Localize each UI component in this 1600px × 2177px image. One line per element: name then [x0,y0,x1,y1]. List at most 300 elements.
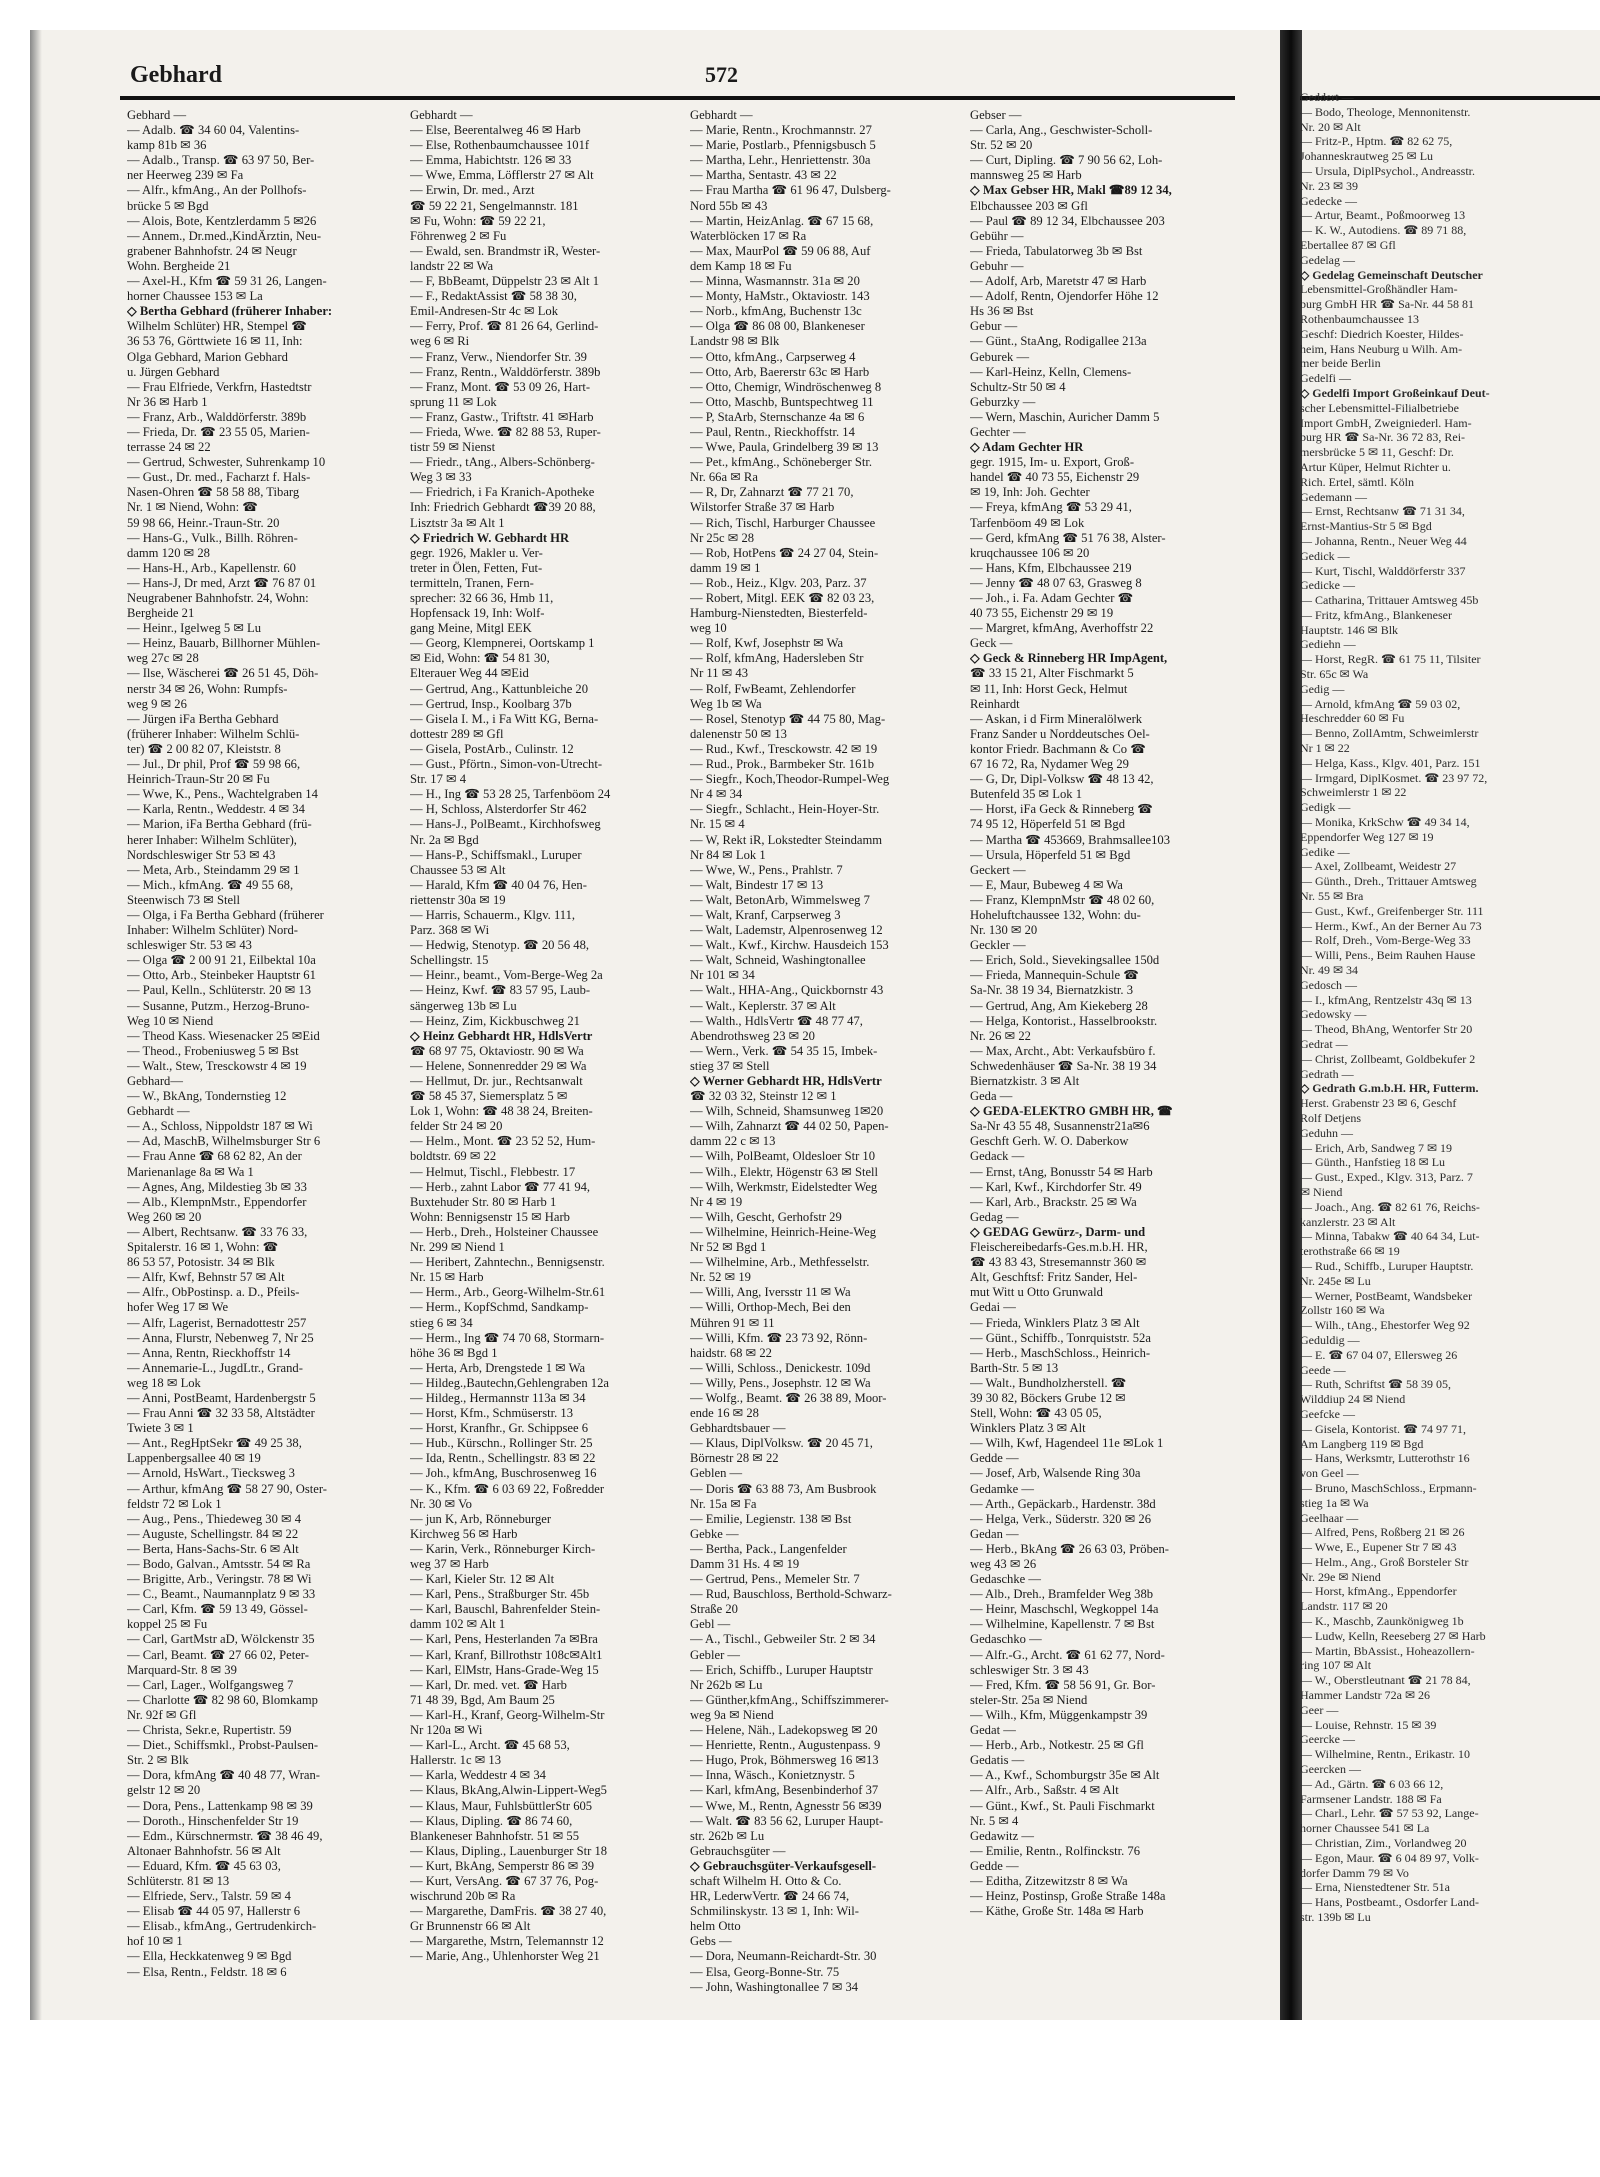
directory-entry-line: — Herb., zahnt Labor ☎ 77 41 94, [410,1179,591,1194]
directory-entry-line: — Hellmut, Dr. jur., Rechtsanwalt [410,1074,583,1088]
directory-entry-line: — Erich, Arb, Sandweg 7 ✉ 19 [1300,1140,1453,1155]
directory-entry-line: — Gust., Dr. med., Facharzt f. Hals- [127,470,311,485]
directory-entry-line: — Minna, Tabakw ☎ 40 64 34, Lut- [1300,1229,1480,1244]
directory-entry-line: Hoheluftchaussee 132, Wohn: du- [970,907,1141,922]
directory-entry-line: — Walt., Bundholzherstell. ☎ [970,1375,1127,1390]
directory-entry-line: — Adolf, Arb, Maretstr 47 ✉ Harb [970,274,1147,289]
directory-entry-line: boldtstr. 69 ✉ 22 [410,1149,497,1164]
surname-heading: Gedecke — [1300,193,1357,208]
directory-entry-line: — E. ☎ 67 04 07, Ellersweg 26 [1300,1347,1458,1362]
surname-heading: Gedowsky — [1300,1007,1367,1022]
directory-entry-line: — Carl, Kfm. ☎ 59 13 49, Gössel- [127,1602,308,1617]
directory-entry-line: — Harald, Kfm ☎ 40 04 76, Hen- [410,877,587,892]
directory-entry-line: — Herb., BkAng ☎ 26 63 03, Pröben- [970,1541,1169,1556]
directory-entry-line: — Elsa, Rentn., Feldstr. 18 ✉ 6 [127,1964,287,1979]
directory-entry-line: ☎ 32 03 32, Steinstr 12 ✉ 1 [690,1089,837,1104]
directory-entry-line: stieg 1a ✉ Wa [1300,1495,1369,1510]
directory-entry-line: Alt, Geschftsf: Fritz Sander, Hel- [970,1270,1138,1285]
directory-entry-line: — Annemarie-L., JugdLtr., Grand- [127,1360,303,1375]
directory-entry-line: — R, Dr, Zahnarzt ☎ 77 21 70, [690,485,854,500]
directory-entry-line: Landstr 98 ✉ Blk [690,334,780,349]
directory-entry-line: terrasse 24 ✉ 22 [127,440,211,455]
surname-heading: Geckler — [970,938,1026,953]
directory-entry-line: dalenenstr 50 ✉ 13 [690,726,787,741]
directory-entry-line: Marienanlage 8a ✉ Wa 1 [127,1164,254,1179]
directory-entry-line: Stell, Wohn: ☎ 43 05 05, [970,1406,1102,1421]
surname-heading: Gedack — [970,1149,1025,1164]
directory-entry-line: — A., Tischl., Gebweiler Str. 2 ✉ 34 [690,1632,876,1647]
directory-entry-line: Ebertallee 87 ✉ Gfl [1300,237,1396,252]
directory-entry-line: mer beide Berlin [1300,356,1381,371]
directory-entry-line: — Erich, Sold., Sievekingsallee 150d [970,953,1160,968]
directory-entry-line: kanzlerstr. 23 ✉ Alt [1300,1214,1396,1229]
directory-entry-line: — Adolf, Rentn, Ojendorfer Höhe 12 [970,289,1159,304]
directory-entry-line: — Wilhelmine, Kapellenstr. 7 ✉ Bst [970,1617,1155,1632]
directory-entry-line: — Walt, Bindestr 17 ✉ 13 [690,877,824,892]
directory-entry-line: — P, StaArb, Sternschanze 4a ✉ 6 [690,409,865,424]
directory-entry-line: Föhrenweg 2 ✉ Fu [410,228,507,243]
directory-entry-line: — Aug., Pens., Thiedeweg 30 ✉ 4 [127,1511,302,1526]
directory-entry-line: — Arnold, HsWart., Tiecksweg 3 [127,1466,295,1481]
directory-entry-line: — Christa, Sekr.e, Rupertistr. 59 [127,1723,292,1738]
directory-entry-line: Straße 20 [690,1602,738,1617]
directory-entry-line: — Askan, i d Firm Mineralölwerk [970,711,1143,726]
directory-entry-line: — Karl-H., Kranf, Georg-Wilhelm-Str [410,1707,605,1722]
directory-entry-line: — John, Washingtonallee 7 ✉ 34 [690,1979,859,1994]
directory-entry-line: damm 22 c ✉ 13 [690,1134,776,1149]
book-gutter [1280,30,1302,2020]
directory-entry-line: Johanneskrautweg 25 ✉ Lu [1300,149,1434,164]
directory-entry-line: 39 30 82, Böckers Grube 12 ✉ [970,1390,1126,1405]
directory-entry-line: ◇ Gedrath G.m.b.H. HR, Futterm. [1300,1081,1479,1096]
directory-entry-line: Lok 1, Wohn: ☎ 48 38 24, Breiten- [410,1104,593,1119]
directory-entry-line: — Wilh, Werkmstr, Eidelstedter Weg [690,1179,878,1194]
directory-entry-line: — Kurt, VersAng. ☎ 67 37 76, Pog- [410,1873,599,1888]
directory-entry-line: — Ad., Gärtn. ☎ 6 03 66 12, [1300,1776,1444,1791]
directory-entry-line: Lisztstr 3a ✉ Alt 1 [410,515,505,530]
directory-entry-line: — Christian, Zim., Vorlandweg 20 [1300,1836,1467,1851]
surname-heading: Gedicke — [1300,578,1355,593]
directory-entry-line: — Rolf, FwBeamt, Zehlendorfer [690,681,856,696]
directory-entry-line: Nr 4 ✉ 19 [690,1194,743,1209]
directory-entry-line: — Heinz, Kwf. ☎ 83 57 95, Laub- [410,983,591,998]
directory-entry-line: herer Inhaber: Wilhelm Schlüter), [127,832,297,847]
directory-entry-line: Nr. 15a ✉ Fa [690,1496,757,1511]
directory-entry-line: — Hans-G., Vulk., Billh. Röhren- [127,530,298,545]
directory-entry-line: mersbrücke 5 ✉ 11, Geschf: Dr. [1300,445,1454,460]
surname-heading: Gedike — [1300,844,1350,859]
directory-entry-line: — Kurt, Tischl, Walddörferstr 337 [1300,563,1466,578]
directory-entry-line: — Meta, Arb., Steindamm 29 ✉ 1 [127,862,300,877]
directory-entry-line: — Klaus, Maur, FuhlsbüttlerStr 605 [410,1798,593,1813]
surname-heading: Gediehn — [1300,637,1356,652]
directory-entry-line: Nr. 26 ✉ 22 [970,1028,1031,1043]
directory-entry-line: — Herm., Arb., Georg-Wilhelm-Str.61 [410,1285,606,1300]
directory-entry-line: kontor Friedr. Bachmann & Co ☎ [970,741,1146,756]
directory-entry-line: Inhaber: Wilhelm Schlüter) Nord- [127,923,298,938]
directory-entry-line: — Wilhelmine, Heinrich-Heine-Weg [690,1224,877,1239]
directory-entry-line: Twiete 3 ✉ 1 [127,1421,194,1436]
directory-entry-line: — Hans-J, Dr med, Arzt ☎ 76 87 01 [127,575,317,590]
directory-entry-line: Bergheide 21 [127,606,195,621]
directory-entry-line: Weg 1b ✉ Wa [690,696,762,711]
page-edge-shadow [30,30,42,2020]
directory-entry-line: gegr. 1926, Makler u. Ver- [410,545,543,560]
surname-heading: Gebler — [690,1647,741,1662]
directory-entry-line: — Herm., Kwf., An der Berner Au 73 [1300,918,1482,933]
directory-entry-line: weg 9 ✉ 26 [127,696,187,711]
directory-entry-line: Nr 36 ✉ Harb 1 [127,394,208,409]
directory-entry-line: schaft Wilhelm H. Otto & Co. [690,1873,842,1888]
directory-entry-line: — Curt, Dipling. ☎ 7 90 56 62, Loh- [970,153,1163,168]
directory-entry-line: ☎ 33 15 21, Alter Fischmarkt 5 [970,666,1134,681]
directory-entry-line: handel ☎ 40 73 55, Eichenstr 29 [970,470,1140,485]
directory-entry-line: — Margret, kfmAng, Averhoffstr 22 [970,621,1154,636]
directory-entry-line: — Ella, Heckkatenweg 9 ✉ Bgd [127,1949,292,1964]
directory-entry-line: — Willi, Pens., Beim Rauhen Hause [1300,948,1476,963]
directory-entry-line: ✉ 19, Inh: Joh. Gechter [970,485,1090,500]
surname-heading: Gebl — [690,1617,731,1632]
directory-entry-line: — Norb., kfmAng, Buchenstr 13c [690,304,862,319]
directory-entry-line: — Horst, Kfm., Schmüserstr. 13 [410,1406,574,1421]
directory-entry-line: — Marie, Ang., Uhlenhorster Weg 21 [410,1949,600,1964]
directory-entry-line: — Margarethe, Mstrn, Telemannstr 12 [410,1934,604,1949]
directory-entry-line: — Joh., i. Fa. Adam Gechter ☎ [970,591,1134,605]
directory-entry-line: Parz. 368 ✉ Wi [410,923,490,938]
surname-heading: Gedemann — [1300,489,1367,504]
directory-entry-line: — Heinz, Postinsp, Große Straße 148a [970,1889,1166,1904]
directory-entry-line: — Ida, Rentn., Schellingstr. 83 ✉ 22 [410,1451,596,1466]
directory-entry-line: — Karl, Pens, Hesterlanden 7a ✉Bra [410,1632,598,1647]
directory-column-2 [410,108,685,1965]
directory-entry-line: — Karl, Kieler Str. 12 ✉ Alt [410,1572,555,1587]
directory-entry-line: — Arnold, kfmAng ☎ 59 03 02, [1300,696,1461,711]
directory-entry-line: — Martin, BbAssist., Hoheazollern- [1300,1643,1475,1658]
directory-entry-line: — Helm., Mont. ☎ 23 52 52, Hum- [410,1134,596,1149]
directory-entry-line: mannsweg 25 ✉ Harb [970,168,1082,183]
directory-entry-line: Wohn: Bennigsenstr 15 ✉ Harb [410,1209,570,1224]
directory-entry-line: — Marion, iFa Bertha Gebhard (frü- [127,817,312,832]
directory-entry-line: — Auguste, Schellingstr. 84 ✉ 22 [127,1526,299,1541]
directory-entry-line: — Ant., RegHptSekr ☎ 49 25 38, [127,1436,302,1451]
directory-entry-line: — Edm., Kürschnermstr. ☎ 38 46 49, [127,1828,323,1843]
directory-entry-line: — Rolf, kfmAng, Hadersleben Str [690,651,864,666]
directory-entry-line: sprecher: 32 66 36, Hmb 11, [410,591,554,605]
directory-entry-line: feldstr 72 ✉ Lok 1 [127,1496,222,1511]
surname-heading: Gebhardt — [410,108,473,122]
directory-entry-line: — Louise, Rehnstr. 15 ✉ 39 [1300,1717,1437,1732]
directory-entry-line: Str. 2 ✉ Blk [127,1753,189,1768]
directory-entry-line: sprung 11 ✉ Lok [410,394,497,409]
directory-entry-line: — Klaus, DiplVolksw. ☎ 20 45 71, [690,1436,873,1451]
directory-entry-line: scher Lebensmittel-Filialbetriebe [1300,400,1459,415]
directory-entry-line: — Margarethe, DamFris. ☎ 38 27 40, [410,1904,607,1919]
directory-entry-line: — Alfr.-G., Archt. ☎ 61 62 77, Nord- [970,1647,1165,1662]
directory-entry-line: Elbchaussee 203 ✉ Gfl [970,198,1088,213]
directory-entry-line: — Martha ☎ 453669, Brahmsallee103 [970,832,1171,847]
directory-entry-line: — Otto, Maschb, Buntspechtweg 11 [690,394,874,409]
directory-entry-line: — Karl, kfmAng, Besenbinderhof 37 [690,1783,879,1798]
facing-page-column [1300,90,1600,1925]
surname-heading: Geblen — [690,1466,743,1481]
directory-entry-line: damm 102 ✉ Alt 1 [410,1617,506,1632]
directory-entry-line: — Bodo, Theologe, Mennonitenstr. [1300,104,1471,119]
directory-entry-line: — H., Ing ☎ 53 28 25, Tarfenböom 24 [410,787,611,802]
directory-entry-line: ◇ Friedrich W. Gebhardt HR [410,530,570,545]
directory-entry-line: — Karl, Arb., Brackstr. 25 ✉ Wa [970,1194,1137,1209]
directory-entry-line: — Axel, Zollbeamt, Weidestr 27 [1300,859,1457,874]
directory-entry-line: — Inna, Wäsch., Konietznystr. 5 [690,1768,855,1783]
directory-entry-line: — Erna, Nienstedtener Str. 51a [1300,1880,1450,1895]
directory-entry-line: — Otto, Arb., Steinbeker Hauptstr 61 [127,968,316,983]
directory-entry-line: — Willi, Ang, Iversstr 11 ✉ Wa [690,1285,851,1300]
directory-entry-line: — Doris ☎ 63 88 73, Am Busbrook [690,1481,877,1496]
directory-entry-line: — Wwe, W., Pens., Prahlstr. 7 [690,862,843,877]
directory-entry-line: — Wilhelmine, Arb., Methfesselstr. [690,1255,870,1270]
surname-heading: Geduldig — [1300,1332,1360,1347]
directory-entry-line: Nr. 130 ✉ 20 [970,923,1038,938]
directory-entry-line: höhe 36 ✉ Bgd 1 [410,1345,498,1360]
directory-entry-line: — Alfr., ObPostinsp. a. D., Pfeils- [127,1285,300,1300]
directory-entry-line: Chaussee 53 ✉ Alt [410,862,506,877]
directory-entry-line: — Gisela, PostArb., Culinstr. 12 [410,741,574,756]
surname-heading: Gedde — [970,1858,1019,1873]
surname-heading: Gedrat — [1300,1037,1348,1051]
directory-entry-line: — Günther,kfmAng., Schiffszimmerer- [690,1692,889,1707]
directory-entry-line: Tarfenböom 49 ✉ Lok [970,515,1085,530]
directory-entry-line: — Heribert, Zahntechn., Bennigsenstr. [410,1255,605,1270]
directory-entry-line: — Rob., Heiz., Klgv. 203, Parz. 37 [690,575,867,590]
directory-entry-line: — Otto, Chemigr, Windröschenweg 8 [690,379,882,394]
directory-entry-line: steler-Str. 25a ✉ Niend [970,1692,1088,1707]
directory-entry-line: — Arth., Gepäckarb., Hardenstr. 38d [970,1496,1156,1511]
directory-entry-line: — Jürgen iFa Bertha Gebhard [127,711,279,726]
directory-entry-line: — Minna, Wasmannstr. 31a ✉ 20 [690,274,860,289]
directory-entry-line: Hs 36 ✉ Bst [970,304,1034,319]
directory-entry-line: — Walt, BetonArb, Wimmelsweg 7 [690,892,870,907]
directory-entry-line: horner Chaussee 541 ✉ La [1300,1821,1430,1836]
directory-entry-line: Nr 4 ✉ 34 [690,787,743,802]
directory-entry-line: schleswiger Str. 3 ✉ 43 [970,1662,1089,1677]
directory-entry-line: — Friedrich, i Fa Kranich-Apotheke [410,485,595,500]
directory-entry-line: — Horst, RegR. ☎ 61 75 11, Tilsiter [1300,652,1481,667]
directory-entry-line: — C., Beamt., Naumannplatz 9 ✉ 33 [127,1587,316,1602]
directory-entry-line: — Pet., kfmAng., Schöneberger Str. [690,455,873,470]
directory-entry-line: — Frieda, Wwe. ☎ 82 88 53, Ruper- [410,424,601,439]
directory-entry-line: — Charlotte ☎ 82 98 60, Blomkamp [127,1692,318,1707]
directory-entry-line: ☎ 68 97 75, Oktaviostr. 90 ✉ Wa [410,1043,584,1058]
directory-entry-line: — Walt, Kranf, Carpserweg 3 [690,907,841,922]
header-rule [120,96,1235,100]
directory-entry-line: — Dora, Neumann-Reichardt-Str. 30 [690,1949,877,1964]
directory-entry-line: damm 19 ✉ 1 [690,560,761,575]
directory-entry-line: — Agnes, Ang, Mildestieg 3b ✉ 33 [127,1179,307,1194]
directory-entry-line: — Frau Elfriede, Verkfrn, Hastedtstr [127,379,312,394]
directory-entry-line: — Editha, Zitzewitzstr 8 ✉ Wa [970,1873,1128,1888]
directory-entry-line: — Elisab., kfmAng., Gertrudenkirch- [127,1919,317,1934]
directory-entry-line: damm 120 ✉ 28 [127,545,210,560]
surname-heading: Gebhardt — [690,108,753,122]
directory-entry-line: — Emilie, Legienstr. 138 ✉ Bst [690,1511,852,1526]
directory-entry-line: — Emma, Habichtstr. 126 ✉ 33 [410,153,572,168]
directory-entry-line: — Wilh, Gescht, Gerhofstr 29 [690,1209,842,1224]
directory-entry-line: — Freya, kfmAng ☎ 53 29 41, [970,500,1132,515]
directory-entry-line: — W., Oberstleutnant ☎ 21 78 84, [1300,1673,1471,1688]
directory-entry-line: Nasen-Ohren ☎ 58 58 88, Tibarg [127,485,300,500]
directory-entry-line: Nr. 5 ✉ 4 [970,1813,1019,1828]
directory-entry-line: — Mich., kfmAng. ☎ 49 55 68, [127,877,294,892]
directory-entry-line: grabener Bahnhofstr. 24 ✉ Neugr [127,243,297,258]
directory-entry-line: Nordschleswiger Str 53 ✉ 43 [127,847,276,862]
directory-entry-line: — Christ, Zollbeamt, Goldbekufer 2 [1300,1051,1476,1066]
directory-entry-line: Nr. 2a ✉ Bgd [410,832,479,847]
directory-entry-line: — Charl., Lehr. ☎ 57 53 92, Lange- [1300,1806,1479,1821]
directory-entry-line: Hopfensack 19, Inh: Wolf- [410,606,545,621]
directory-entry-line: — Franz, Arb., Walddörferstr. 389b [127,409,307,424]
directory-entry-line: — Karl, Bauschl, Bahrenfelder Stein- [410,1602,601,1617]
directory-entry-line: — jun K, Arb, Rönneburger [410,1511,552,1526]
directory-entry-line: — Emilie, Rentn., Rolfinckstr. 76 [970,1843,1141,1858]
surname-heading: Gebke — [690,1526,739,1541]
directory-entry-line: — Rosel, Stenotyp ☎ 44 75 80, Mag- [690,711,886,726]
directory-entry-line: — Werner, PostBeamt, Wandsbeker [1300,1288,1473,1303]
directory-entry-line: termitteln, Tranen, Fern- [410,575,534,590]
directory-entry-line: — Bertha, Pack., Langenfelder [690,1541,847,1556]
directory-entry-line: — Herb., Arb., Notkestr. 25 ✉ Gfl [970,1738,1144,1753]
directory-entry-line: — Gertrud, Schwester, Suhrenkamp 10 [127,455,326,470]
directory-entry-line: — Horst, kfmAng., Eppendorfer [1300,1584,1457,1599]
directory-entry-line: — Monika, KrkSchw ☎ 49 34 14, [1300,815,1470,830]
directory-entry-line: Steenwisch 73 ✉ Stell [127,892,241,907]
directory-entry-line: — Hans-J., PolBeamt., Kirchhofsweg [410,817,601,832]
directory-entry-line: horner Chaussee 153 ✉ La [127,289,263,304]
directory-entry-line: riettenstr 30a ✉ 19 [410,892,506,907]
directory-entry-line: — Annem., Dr.med.,KindÄrztin, Neu- [127,228,322,243]
directory-entry-line: Nr 1 ✉ 22 [1300,741,1350,756]
directory-entry-line: — Frau Anni ☎ 32 33 58, Altstädter [127,1406,315,1421]
directory-entry-line: Biernatzkistr. 3 ✉ Alt [970,1074,1080,1088]
directory-entry-line: — Elisab ☎ 44 05 97, Hallerstr 6 [127,1904,301,1919]
directory-entry-line: — Albert, Rechtsanw. ☎ 33 76 33, [127,1224,308,1239]
directory-entry-line: haidstr. 68 ✉ 22 [690,1345,772,1360]
directory-entry-line: Rich. Ertel, sämtl. Köln [1300,474,1414,489]
directory-entry-line: — Heinz, Zim, Kickbuschweg 21 [410,1013,580,1028]
directory-entry-line: Import GmbH, Zweigniederl. Ham- [1300,415,1472,430]
directory-entry-line: — Alois, Bote, Kentzlerdamm 5 ✉26 [127,213,317,228]
directory-entry-line: — Johanna, Rentn., Neuer Weg 44 [1300,533,1467,548]
directory-entry-line: Nr. 245e ✉ Lu [1300,1273,1371,1288]
directory-entry-line: Landstr. 117 ✉ 20 [1300,1599,1388,1614]
directory-entry-line: — Theod, BhAng, Wentorfer Str 20 [1300,1022,1473,1037]
directory-entry-line: ◇ Geck & Rinneberg HR ImpAgent, [970,651,1168,666]
directory-entry-line: ✉ 11, Inh: Horst Geck, Helmut [970,681,1128,696]
directory-entry-line: mut Witt u Otto Grunwald [970,1285,1103,1300]
directory-entry-line: — Walth., HdlsVertr ☎ 48 77 47, [690,1013,863,1028]
directory-entry-line: — Helga, Kontorist., Hasselbrookstr. [970,1013,1158,1028]
directory-entry-line: Butenfeld 35 ✉ Lok 1 [970,787,1082,802]
directory-entry-line: — Gust., Kwf., Greifenberger Str. 111 [1300,903,1484,918]
directory-entry-line: ✉ Niend [1300,1184,1343,1199]
directory-entry-line: wischrund 20b ✉ Ra [410,1889,516,1904]
directory-entry-line: — W, Rekt iR, Lokstedter Steindamm [690,832,883,847]
directory-entry-line: — Ernst, tAng, Bonusstr 54 ✉ Harb [970,1164,1153,1179]
directory-entry-line: hof 10 ✉ 1 [127,1934,183,1949]
directory-entry-line: — Ferry, Prof. ☎ 81 26 64, Gerlind- [410,319,599,334]
directory-entry-line: — Paul, Rentn., Rieckhoffstr. 14 [690,424,855,439]
directory-entry-line: — Paul ☎ 89 12 34, Elbchaussee 203 [970,213,1165,228]
surname-heading: Geckert — [970,862,1026,877]
directory-entry-line: Nr. 29e ✉ Niend [1300,1569,1381,1584]
directory-entry-line: — Walt., Keplerstr. 37 ✉ Alt [690,998,836,1013]
directory-entry-line: Abendrothsweg 23 ✉ 20 [690,1028,815,1043]
directory-entry-line: — Klaus, Dipling. ☎ 86 74 60, [410,1813,573,1828]
directory-entry-line: dorfer Damm 79 ✉ Vo [1300,1865,1409,1880]
directory-entry-line: str. 262b ✉ Lu [690,1828,765,1843]
directory-entry-line: — Herm., KopfSchmd, Sandkamp- [410,1300,589,1315]
directory-entry-line: Nr. 92f ✉ Gfl [127,1707,197,1722]
directory-entry-line: — Heinr, Maschschl, Wegkoppel 14a [970,1602,1159,1617]
directory-entry-line: Nr 52 ✉ Bgd 1 [690,1240,767,1255]
directory-entry-line: — Heinr., Igelweg 5 ✉ Lu [127,621,262,636]
surname-heading: Gebühr — [970,228,1024,243]
directory-entry-line: — Herb., Dreh., Holsteiner Chaussee [410,1224,599,1239]
directory-entry-line: — Alb., KlempnMstr., Eppendorfer [127,1194,307,1209]
directory-entry-line: Geschf: Diedrich Koester, Hildes- [1300,326,1464,341]
directory-entry-line: — Wilh., Elektr, Högenstr 63 ✉ Stell [690,1164,879,1179]
directory-entry-line: — Ruth, Schriftst ☎ 58 39 05, [1300,1377,1451,1392]
directory-entry-line: treter in Ölen, Fetten, Fut- [410,560,543,575]
directory-entry-line: — Jenny ☎ 48 07 63, Grasweg 8 [970,575,1142,590]
directory-entry-line: Schlüterstr. 81 ✉ 13 [127,1873,230,1888]
directory-entry-line: — Karl, Dr. med. vet. ☎ Harb [410,1677,567,1692]
directory-entry-line: — Else, Beerentalweg 46 ✉ Harb [410,123,581,138]
directory-entry-line: 86 53 57, Potosistr. 34 ✉ Blk [127,1255,275,1270]
directory-entry-line: Am Langberg 119 ✉ Bgd [1300,1436,1424,1451]
directory-entry-line: — Herm., Ing ☎ 74 70 68, Stormarn- [410,1330,605,1345]
directory-entry-line: — Rud., Prok., Barmbeker Str. 161b [690,757,874,772]
directory-entry-line: — Franz, KlempnMstr ☎ 48 02 60, [970,892,1155,907]
directory-entry-line: — Frau Anne ☎ 68 62 82, An der [127,1149,302,1164]
directory-entry-line: gelstr 12 ✉ 20 [127,1783,201,1798]
directory-entry-line: — Ilse, Wäscherei ☎ 26 51 45, Döh- [127,666,319,681]
directory-entry-line: ter) ☎ 2 00 82 07, Kleiststr. 8 [127,741,281,756]
directory-entry-line: — Heinz, Bauarb, Billhorner Mühlen- [127,636,321,651]
directory-entry-line: — Fritz-P., Hptm. ☎ 82 62 75, [1300,134,1453,149]
directory-entry-line: — Gertrud, Ang, Am Kiekeberg 28 [970,998,1148,1013]
surname-heading: Geefcke — [1300,1406,1355,1421]
directory-entry-line: brücke 5 ✉ Bgd [127,198,209,213]
directory-entry-line: — Karla, Weddestr 4 ✉ 34 [410,1768,546,1783]
directory-entry-line: — Brigitte, Arb., Veringstr. 78 ✉ Wi [127,1572,312,1587]
directory-entry-line: — Benno, ZollAmtm, Schweimlerstr [1300,726,1479,741]
directory-entry-line: nerstr 34 ✉ 26, Wohn: Rumpfs- [127,681,288,696]
directory-entry-line: heim, Hans Neuburg u Wilh. Am- [1300,341,1463,356]
surname-heading: Geer — [1300,1702,1339,1717]
directory-entry-line: — Max, Archt., Abt: Verkaufsbüro f. [970,1043,1156,1058]
directory-entry-line: — Wwe, K., Pens., Wachtelgraben 14 [127,787,318,802]
directory-entry-line: — Rud, Bauschloss, Berthold-Schwarz- [690,1587,892,1602]
directory-entry-line: ende 16 ✉ 28 [690,1406,759,1421]
directory-entry-line: Wilstorfer Straße 37 ✉ Harb [690,500,835,515]
directory-entry-line: — Wilh., tAng., Ehestorfer Weg 92 [1300,1318,1470,1333]
directory-entry-line: — Alb., Dreh., Bramfelder Weg 38b [970,1587,1154,1602]
directory-entry-line: kamp 81b ✉ 36 [127,138,207,153]
directory-entry-line: — Georg, Klempnerei, Oortskamp 1 [410,636,595,651]
directory-entry-line: — Rud., Schiffb., Luruper Hauptstr. [1300,1258,1474,1273]
directory-entry-line: — Walt., Stew, Tresckowstr 4 ✉ 19 [127,1058,307,1073]
directory-entry-line: — Alfr., Arb., Saßstr. 4 ✉ Alt [970,1783,1119,1798]
directory-entry-line: Wilddiup 24 ✉ Niend [1300,1392,1406,1407]
